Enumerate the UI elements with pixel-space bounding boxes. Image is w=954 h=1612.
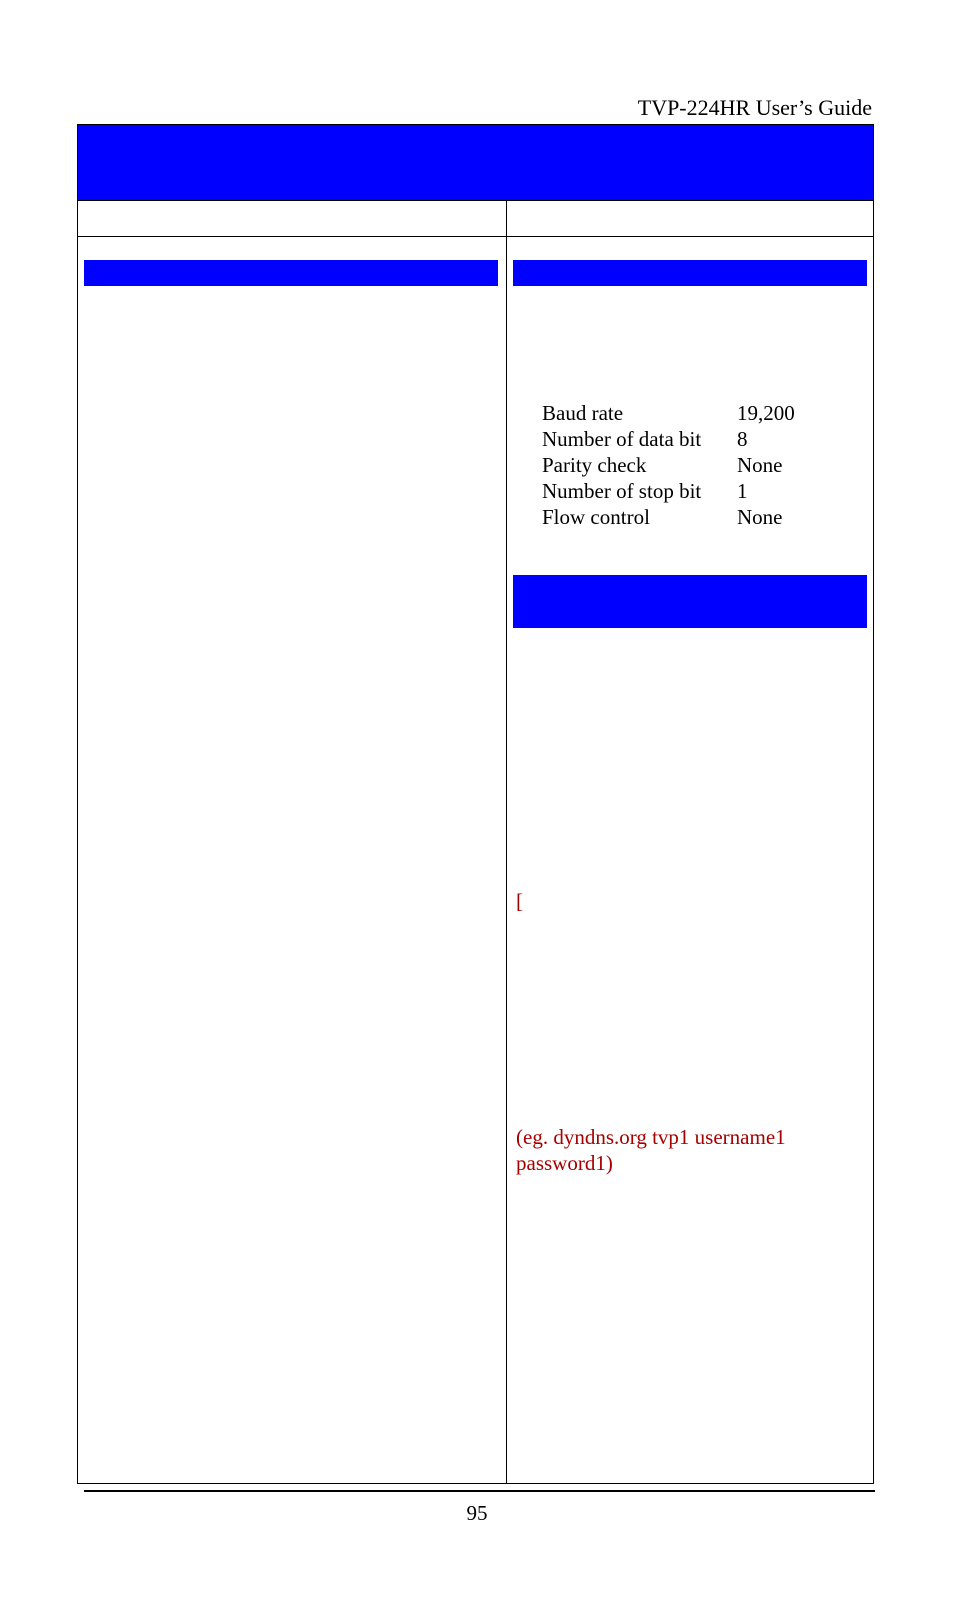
table-title-band	[78, 125, 873, 201]
table-row	[542, 504, 795, 530]
setting-value: None	[737, 505, 783, 529]
right-section-bar	[513, 260, 867, 286]
setting-name: Baud rate	[542, 401, 624, 425]
table-row	[542, 400, 795, 426]
document-header-title: TVP-224HR User’s Guide	[637, 95, 872, 120]
setting-name: Number of stop bit	[542, 479, 702, 503]
table-row	[542, 452, 795, 478]
setting-name: Flow control	[542, 505, 650, 529]
page-number: 95	[466, 1501, 488, 1525]
setting-name: Parity check	[542, 453, 647, 477]
left-section-bar	[84, 260, 498, 286]
right-section-bar-tall	[513, 575, 867, 628]
spec-table	[77, 124, 874, 1484]
column-divider	[506, 201, 507, 1483]
setting-value: None	[737, 453, 783, 477]
bracket-note: [	[516, 889, 523, 913]
setting-value: 8	[737, 427, 748, 451]
serial-settings-table	[542, 400, 795, 530]
table-row	[542, 426, 795, 452]
table-row	[542, 478, 795, 504]
header-row-divider	[78, 236, 873, 237]
setting-name: Number of data bit	[542, 427, 702, 451]
footer-rule	[84, 1490, 875, 1492]
setting-value: 19,200	[737, 401, 795, 425]
dyndns-example-note: (eg. dyndns.org tvp1 username1 password1)	[516, 1125, 786, 1175]
setting-value: 1	[737, 479, 748, 503]
